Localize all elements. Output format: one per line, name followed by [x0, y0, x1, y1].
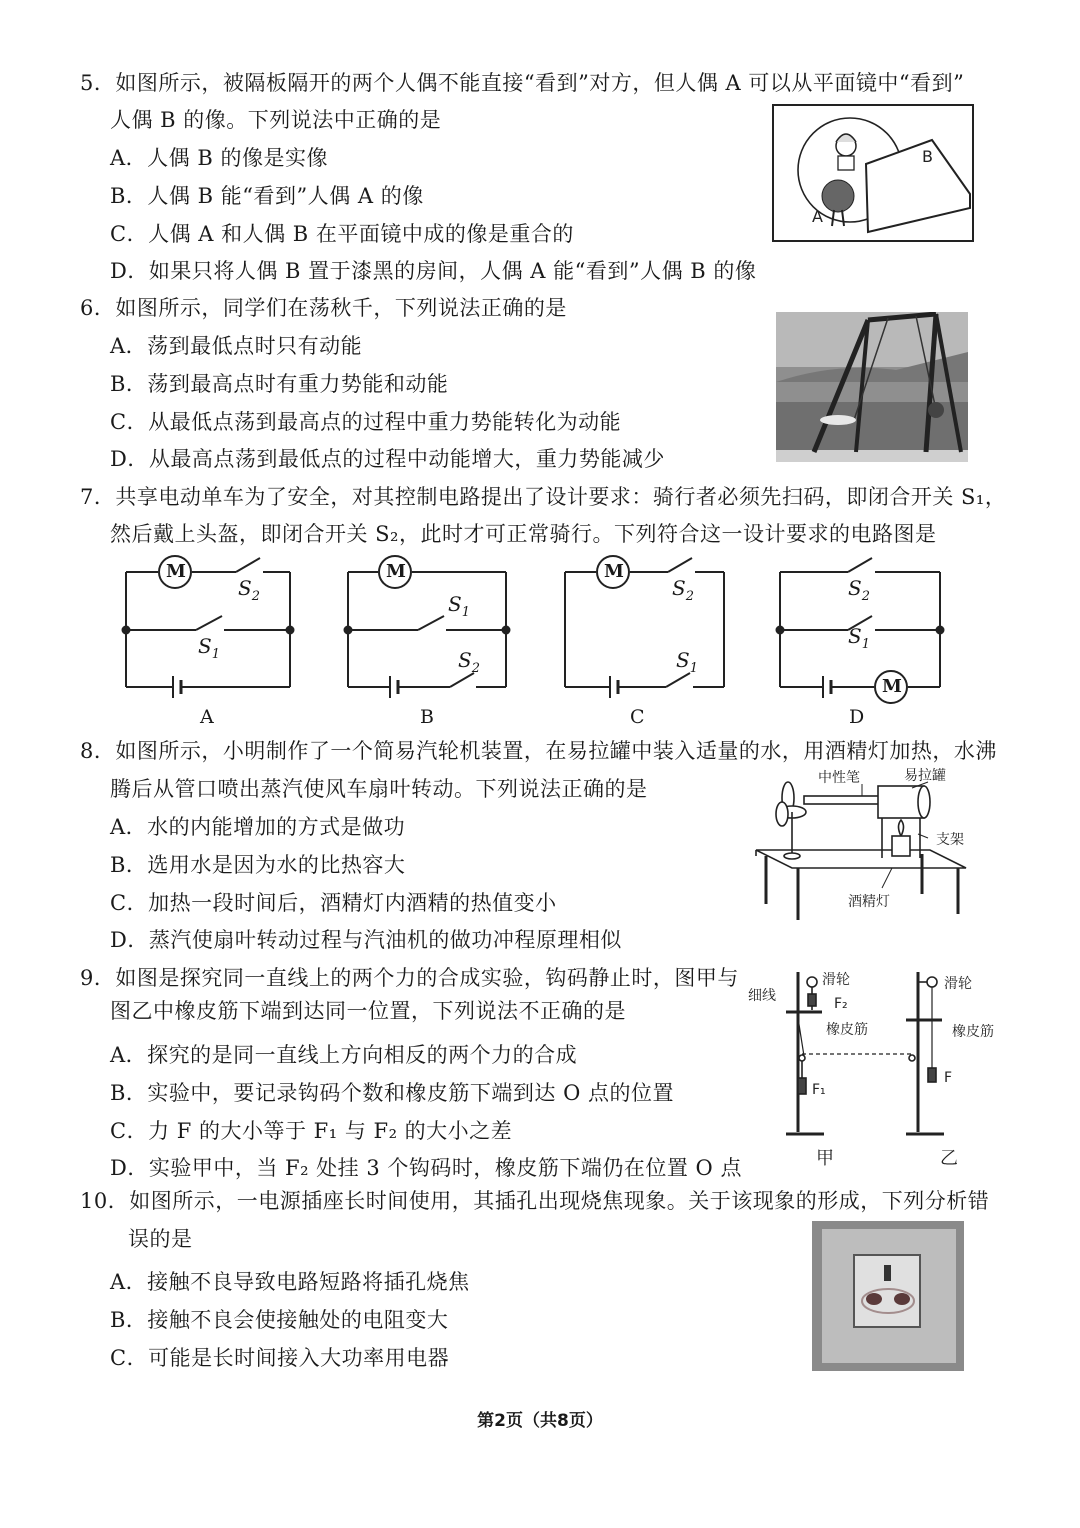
q9-label-jia: 甲 — [816, 1148, 834, 1169]
q8-option-c: C．加热一段时间后，酒精灯内酒精的热值变小 — [110, 891, 557, 915]
q5-option-b: B．人偶 B 能“看到”人偶 A 的像 — [110, 184, 424, 208]
q8-label-pen: 中性笔 — [818, 770, 860, 786]
q8-stem-line2: 腾后从管口喷出蒸汽使风车扇叶转动。下列说法正确的是 — [110, 777, 648, 801]
q8-label-stand: 支架 — [936, 832, 964, 848]
q8-label-can: 易拉罐 — [904, 768, 946, 784]
q7-label-b: B — [420, 706, 434, 728]
q5-mirror-figure — [772, 104, 974, 242]
q5-label-a: A — [812, 207, 823, 226]
q9-label-string: 细线 — [748, 988, 776, 1004]
q6-option-c: C．从最低点荡到最高点的过程中重力势能转化为动能 — [110, 410, 622, 434]
q9-label-pulley-jia: 滑轮 — [822, 972, 850, 988]
q7-d-s2: $S_2$ — [848, 576, 870, 604]
q7-b-s1: $S_1$ — [448, 592, 470, 620]
q6-stem: 6．如图所示，同学们在荡秋千，下列说法正确的是 — [80, 296, 567, 320]
q9-stem-line2: 图乙中橡皮筋下端到达同一位置，下列说法不正确的是 — [110, 999, 626, 1023]
q8-label-lamp: 酒精灯 — [848, 894, 890, 910]
q10-option-c: C．可能是长时间接入大功率用电器 — [110, 1346, 450, 1370]
q8-turbine-figure — [752, 764, 982, 924]
q8-option-b: B．选用水是因为水的比热容大 — [110, 853, 406, 877]
q5-option-d: D．如果只将人偶 B 置于漆黑的房间，人偶 A 能“看到”人偶 B 的像 — [110, 259, 757, 283]
q8-stem-line1: 8．如图所示，小明制作了一个简易汽轮机装置，在易拉罐中装入适量的水，用酒精灯加热，水沸 — [80, 739, 997, 763]
q9-label-f1: F₁ — [812, 1082, 826, 1098]
q7-d-motor: M — [882, 676, 902, 697]
q9-force-figure — [746, 968, 1036, 1178]
q6-swing-photo — [776, 312, 968, 462]
q9-option-a: A．探究的是同一直线上方向相反的两个力的合成 — [110, 1043, 578, 1067]
q7-b-motor: M — [386, 561, 406, 582]
q9-option-c: C．力 F 的大小等于 F₁ 与 F₂ 的大小之差 — [110, 1119, 513, 1143]
q9-label-f2: F₂ — [834, 996, 848, 1012]
q7-label-d: D — [849, 706, 865, 728]
q9-stem-line1: 9．如图是探究同一直线上的两个力的合成实验，钩码静止时，图甲与 — [80, 966, 739, 990]
q7-b-s2: $S_2$ — [458, 648, 480, 676]
q7-label-a: A — [200, 706, 214, 728]
q10-option-b: B．接触不良会使接触处的电阻变大 — [110, 1308, 449, 1332]
q8-option-d: D．蒸汽使扇叶转动过程与汽油机的做功冲程原理相似 — [110, 928, 622, 952]
q10-option-a: A．接触不良导致电路短路将插孔烧焦 — [110, 1270, 470, 1294]
q9-label-band-yi: 橡皮筋 — [952, 1024, 994, 1040]
q9-label-yi: 乙 — [940, 1148, 958, 1169]
q5-stem-line2: 人偶 B 的像。下列说法中正确的是 — [110, 108, 442, 132]
q6-option-b: B．荡到最高点时有重力势能和动能 — [110, 372, 449, 396]
q7-d-s1: $S_1$ — [848, 624, 870, 652]
q7-c-s1: $S_1$ — [676, 648, 698, 676]
page-footer: 第2页（共8页） — [477, 1411, 603, 1431]
q9-label-pulley-yi: 滑轮 — [944, 976, 972, 992]
q7-stem-line1: 7．共享电动单车为了安全，对其控制电路提出了设计要求：骑行者必须先扫码，即闭合开关 S₁， — [80, 485, 1007, 509]
q6-option-d: D．从最高点荡到最低点的过程中动能增大，重力势能减少 — [110, 447, 665, 471]
q7-label-c: C — [630, 706, 645, 728]
q6-option-a: A．荡到最低点时只有动能 — [110, 334, 363, 358]
q10-stem-line1: 10．如图所示，一电源插座长时间使用，其插孔出现烧焦现象。关于该现象的形成，下列分析错 — [80, 1189, 990, 1213]
q10-socket-photo — [812, 1221, 964, 1371]
q7-a-motor: M — [166, 561, 186, 582]
q7-c-motor: M — [604, 561, 624, 582]
q9-option-b: B．实验中，要记录钩码个数和橡皮筋下端到达 O 点的位置 — [110, 1081, 674, 1105]
q7-circuit-diagrams — [118, 552, 958, 732]
q9-label-band-jia: 橡皮筋 — [826, 1022, 868, 1038]
q5-label-b: B — [922, 147, 933, 166]
q7-c-s2: $S_2$ — [672, 576, 694, 604]
q8-option-a: A．水的内能增加的方式是做功 — [110, 815, 406, 839]
q5-option-c: C．人偶 A 和人偶 B 在平面镜中成的像是重合的 — [110, 222, 574, 246]
q9-label-f: F — [944, 1070, 953, 1086]
q7-a-s2: $S_2$ — [238, 576, 260, 604]
q5-stem-line1: 5．如图所示，被隔板隔开的两个人偶不能直接“看到”对方，但人偶 A 可以从平面镜中“看到” — [80, 71, 965, 95]
q5-option-a: A．人偶 B 的像是实像 — [110, 146, 328, 170]
q10-stem-line2: 误的是 — [128, 1227, 193, 1251]
q9-option-d: D．实验甲中，当 F₂ 处挂 3 个钩码时，橡皮筋下端仍在位置 O 点 — [110, 1156, 742, 1180]
q7-stem-line2: 然后戴上头盔，即闭合开关 S₂，此时才可正常骑行。下列符合这一设计要求的电路图是 — [110, 522, 937, 546]
q7-a-s1: $S_1$ — [198, 634, 220, 662]
